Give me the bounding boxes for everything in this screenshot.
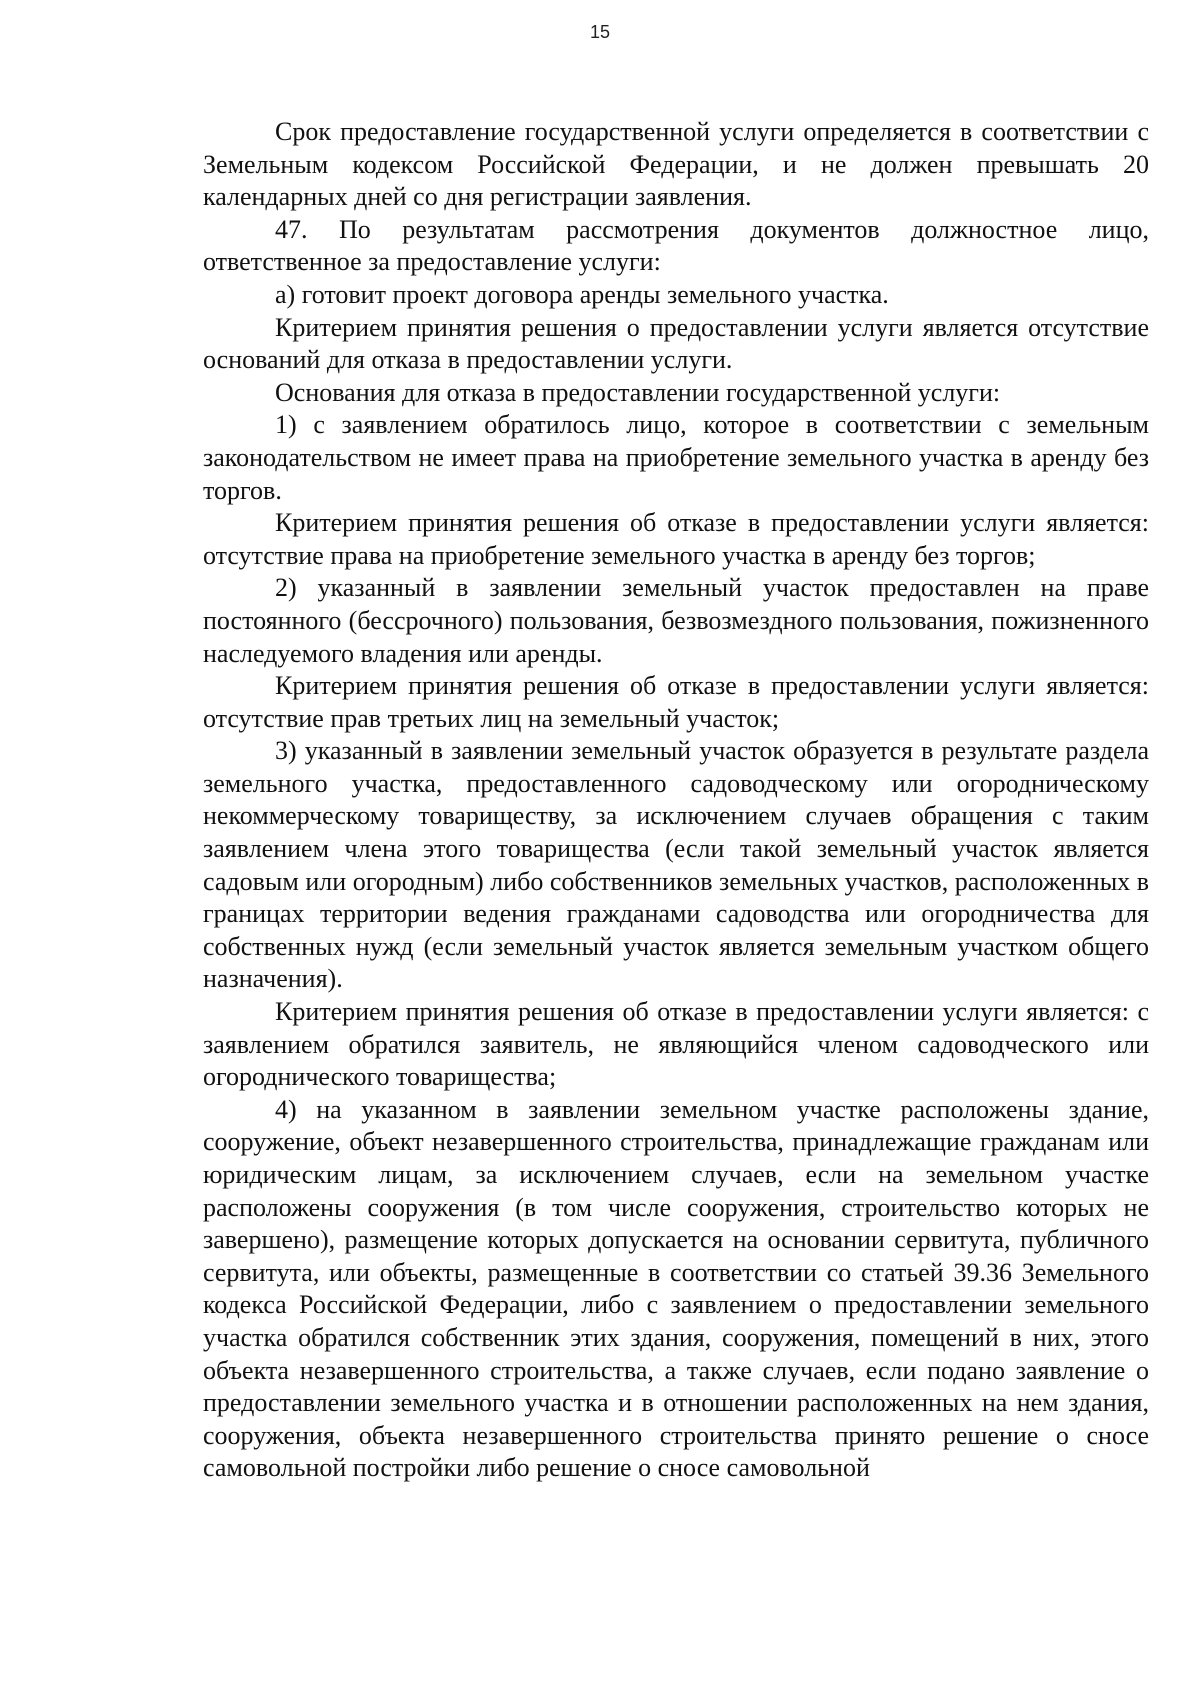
paragraph-47a-lease-draft: а) готовит проект договора аренды земельного участка. bbox=[275, 279, 889, 309]
paragraph-refusal-grounds-heading: Основания для отказа в предоставлении государственной услуги: bbox=[275, 377, 1001, 407]
document-body bbox=[203, 116, 1149, 1485]
paragraph-criterion-ground-2: Критерием принятия решения об отказе в предоставлении услуги является: отсутствие прав третьих лиц на земельный участок; bbox=[203, 671, 1149, 733]
paragraph-47-results: 47. По результатам рассмотрения документов должностное лицо, ответственное за предоставление услуги: bbox=[203, 214, 1149, 277]
paragraph-criterion-grant: Критерием принятия решения о предоставлении услуги является отсутствие оснований для отказа в предоставлении услуги. bbox=[203, 312, 1149, 375]
paragraph-criterion-ground-3: Критерием принятия решения об отказе в предоставлении услуги является: с заявлением обратился заявитель, не являющийся членом садоводческого или огороднического товарищества; bbox=[203, 997, 1149, 1092]
paragraph-ground-3: 3) указанный в заявлении земельный участок образуется в результате раздела земельного участка, предоставленного садоводческому или огородническому некоммерческому товариществу, за исключением случаев обращения с таким заявлением члена этого товарищества (если такой земельный участок является садовым или огородным) либо собственников земельных участков, расположенных в границах территории ведения гражданами садоводства или огородничества для собственных нужд (если земельный участок является земельным участком общего назначения). bbox=[203, 736, 1149, 994]
paragraph-ground-4: 4) на указанном в заявлении земельном участке расположены здание, сооружение, объект незавершенного строительства, принадлежащие гражданам или юридическим лицам, за исключением случаев, если на земельном участке расположены сооружения (в том числе сооружения, строительство которых не завершено), размещение которых допускается на основании сервитута, публичного сервитута, или объекты, размещенные в соответствии со статьей 39.36 Земельного кодекса Российской Федерации, либо с заявлением о предоставлении земельного участка обратился собственник этих здания, сооружения, помещений в них, этого объекта незавершенного строительства, а также случаев, если подано заявление о предоставлении земельного участка и в отношении расположенных на нем здания, сооружения, объекта незавершенного строительства принято решение о сносе самовольной постройки либо решение о сносе самовольной bbox=[203, 1094, 1149, 1483]
paragraph-criterion-ground-1: Критерием принятия решения об отказе в предоставлении услуги является: отсутствие права на приобретение земельного участка в аренду без торгов; bbox=[203, 508, 1149, 570]
paragraph-ground-2: 2) указанный в заявлении земельный участок предоставлен на праве постоянного (бессрочного) пользования, безвозмездного пользования, пожизненного наследуемого владения или аренды. bbox=[203, 573, 1149, 668]
paragraph-service-term: Срок предоставление государственной услуги определяется в соответствии с Земельным кодексом Российской Федерации, и не должен превышать 20 календарных дней со дня регистрации заявления. bbox=[203, 117, 1149, 212]
page-number: 15 bbox=[589, 22, 611, 42]
paragraph-ground-1: 1) с заявлением обратилось лицо, которое в соответствии с земельным законодательством не имеет права на приобретение земельного участка в аренду без торгов. bbox=[203, 410, 1149, 505]
